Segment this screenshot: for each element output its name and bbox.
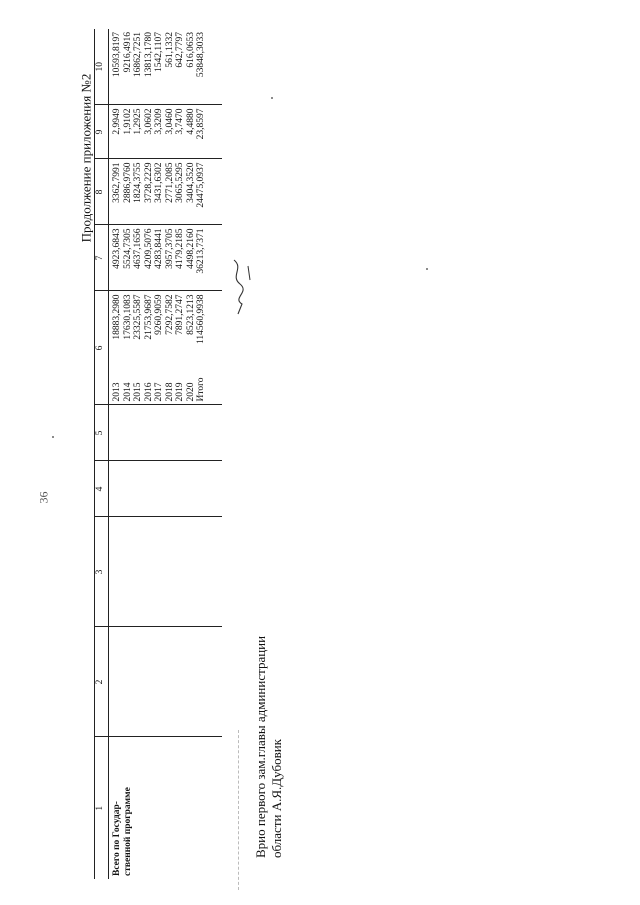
col8-value: 3404,3520 bbox=[185, 162, 196, 203]
year-label: 2017 bbox=[154, 382, 164, 402]
col6-value: 17630,1083 bbox=[122, 294, 133, 340]
scan-speck bbox=[52, 436, 54, 438]
year-label: 2019 bbox=[175, 382, 185, 402]
column-number-header-row bbox=[95, 29, 109, 879]
col10-value: 53848,3033 bbox=[196, 32, 206, 78]
empty-cell-5 bbox=[109, 405, 223, 461]
col8-value: 3431,6302 bbox=[154, 162, 164, 203]
empty-cell-4 bbox=[109, 461, 223, 517]
col10-value: 642,7797 bbox=[175, 32, 185, 68]
col10-value: 9216,4916 bbox=[122, 32, 133, 73]
col9-cell bbox=[109, 105, 223, 159]
col9-values bbox=[112, 109, 207, 156]
col-header-8: 8 bbox=[95, 159, 109, 225]
col-header-3: 3 bbox=[95, 517, 109, 627]
col7-cell bbox=[109, 225, 223, 291]
col-header-1: 1 bbox=[95, 737, 109, 879]
handwritten-scribble bbox=[226, 258, 256, 318]
col-header-7: 7 bbox=[95, 225, 109, 291]
col7-value: 5524,7305 bbox=[122, 228, 133, 269]
col7-value: 4923,6843 bbox=[112, 228, 122, 269]
col6-value: 8523,1213 bbox=[185, 294, 196, 335]
col10-value: 616,0653 bbox=[185, 32, 196, 68]
col6-value: 114560,9938 bbox=[196, 294, 206, 345]
col8-value: 3362,7991 bbox=[112, 162, 122, 203]
col9-value: 4,4880 bbox=[185, 108, 196, 135]
col-header-6: 6 bbox=[95, 291, 109, 405]
col6-values bbox=[112, 295, 207, 372]
col8-value: 1824,3755 bbox=[133, 162, 143, 203]
col-header-9: 9 bbox=[95, 105, 109, 159]
col9-value: 3,3209 bbox=[154, 108, 164, 135]
program-total-label: Всего по Государ- ственной программе bbox=[112, 787, 133, 876]
col9-value: 3,7470 bbox=[175, 108, 185, 135]
col7-value: 4283,8441 bbox=[154, 228, 164, 269]
col10-value: 10593,8197 bbox=[112, 32, 122, 78]
col6-value: 7891,2747 bbox=[175, 294, 185, 335]
col8-value: 2771,2085 bbox=[164, 162, 175, 203]
col-header-5: 5 bbox=[95, 405, 109, 461]
empty-cell-3 bbox=[109, 517, 223, 627]
signatory-name: области А.Я.Дубовик bbox=[269, 739, 284, 858]
year-label: 2018 bbox=[164, 382, 175, 402]
year-label: 2015 bbox=[133, 382, 143, 402]
col10-values bbox=[112, 32, 207, 102]
col6-value: 18883,2980 bbox=[112, 294, 122, 340]
empty-cell-2 bbox=[109, 627, 223, 737]
program-funding-table bbox=[94, 29, 222, 879]
col6-value: 9260,9059 bbox=[154, 294, 164, 335]
col10-cell bbox=[109, 29, 223, 105]
signature-block bbox=[253, 558, 285, 858]
col7-value: 4498,2160 bbox=[185, 228, 196, 269]
col8-value: 2886,9760 bbox=[122, 162, 133, 203]
year-label: 2014 bbox=[122, 382, 133, 402]
col7-value: 3957,3705 bbox=[164, 228, 175, 269]
col8-value: 3728,2229 bbox=[143, 162, 154, 203]
col6-value: 21753,9687 bbox=[143, 294, 154, 340]
col10-value: 1542,1107 bbox=[154, 32, 164, 73]
col9-value: 3,0460 bbox=[164, 108, 175, 135]
col9-value: 1,2925 bbox=[133, 108, 143, 135]
col9-value: 3,0602 bbox=[143, 108, 154, 135]
col6-value: 7292,7582 bbox=[164, 294, 175, 335]
col6-value: 23325,5587 bbox=[133, 294, 143, 340]
col8-value: 24475,0937 bbox=[196, 162, 206, 208]
continuation-title: Продолжение приложения №2 bbox=[78, 73, 94, 243]
col8-cell bbox=[109, 159, 223, 225]
scan-speck bbox=[426, 268, 428, 270]
col7-values bbox=[112, 229, 207, 288]
col7-value: 4637,1656 bbox=[133, 228, 143, 269]
col9-value: 1,9102 bbox=[122, 108, 133, 135]
col7-value: 36213,7371 bbox=[196, 228, 206, 274]
year-label: 2020 bbox=[185, 382, 196, 402]
year-label: 2013 bbox=[112, 382, 122, 402]
col-header-2: 2 bbox=[95, 627, 109, 737]
col9-value: 2,9949 bbox=[112, 108, 122, 135]
rotated-table-container bbox=[94, 29, 254, 879]
col10-value: 16862,7251 bbox=[133, 32, 143, 78]
col7-value: 4209,5076 bbox=[143, 228, 154, 269]
col-header-4: 4 bbox=[95, 461, 109, 517]
page-number: 36 bbox=[36, 491, 51, 504]
year-label: Итого bbox=[196, 377, 206, 402]
col10-value: 561,1332 bbox=[164, 32, 175, 68]
years-list bbox=[112, 377, 207, 401]
col8-values bbox=[112, 163, 207, 222]
dashed-line bbox=[238, 730, 239, 890]
col10-value: 13813,1780 bbox=[143, 32, 154, 78]
table-row bbox=[109, 29, 223, 879]
year-label: 2016 bbox=[143, 382, 154, 402]
col7-value: 4179,2185 bbox=[175, 228, 185, 269]
scan-speck bbox=[271, 97, 273, 99]
col9-value: 23,8597 bbox=[196, 108, 206, 140]
col-header-10: 10 bbox=[95, 29, 109, 105]
years-and-col6-cell bbox=[109, 291, 223, 405]
signatory-title: Врио первого зам.главы администрации bbox=[253, 635, 268, 858]
col8-value: 3065,5295 bbox=[175, 162, 185, 203]
